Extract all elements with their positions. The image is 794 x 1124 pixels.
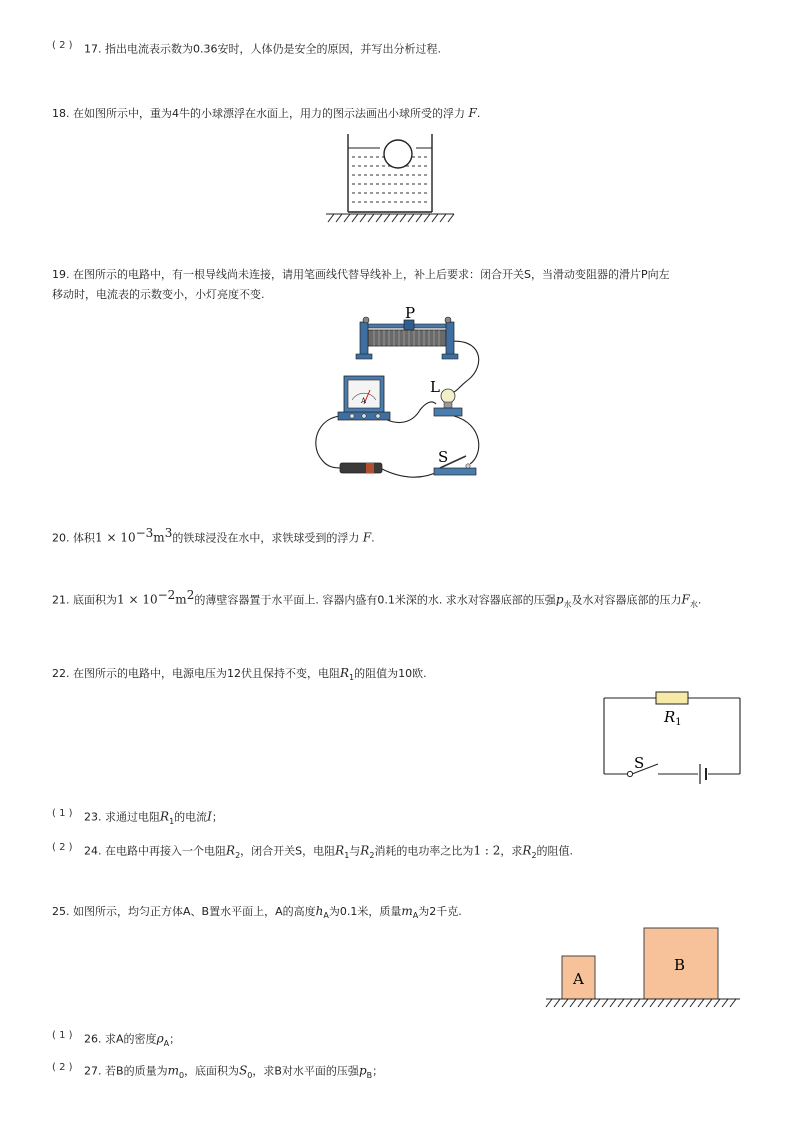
lamp-label: L bbox=[430, 378, 440, 396]
q18-number: 18. bbox=[52, 107, 70, 120]
q18-text-a: 在如图所示中，重为4牛的小球漂浮在水面上，用力的图示法画出小球所受的浮力 bbox=[73, 107, 469, 120]
q17-marker: ( 2 ) bbox=[52, 40, 73, 51]
q17-text: 指出电流表示数为0.36安时，人体仍是安全的原因，并写出分析过程. bbox=[105, 42, 442, 56]
q21-var-p: p bbox=[555, 592, 564, 607]
q19-line2 bbox=[52, 284, 742, 306]
q27-text-b: ，底面积为 bbox=[184, 1064, 240, 1078]
q21-mantissa: 1 × 10 bbox=[117, 592, 158, 607]
q27-sub-0b: 0 bbox=[247, 1070, 253, 1080]
q24-text-b: ，闭合开关S，电阻 bbox=[240, 844, 336, 858]
q24-number: 24. bbox=[84, 844, 102, 858]
q26-var-rho: ρ bbox=[156, 1031, 164, 1046]
q20-unit-exponent: 3 bbox=[164, 526, 173, 540]
wire-lamp-to-switch bbox=[454, 416, 479, 464]
q27-var-m0: m bbox=[167, 1063, 179, 1078]
q24-text-f: 的阻值. bbox=[536, 844, 574, 858]
q24-var-r2: R bbox=[226, 843, 236, 858]
q27-text-a: 若B的质量为 bbox=[105, 1064, 168, 1078]
q25-text-c: 为2千克. bbox=[418, 905, 462, 918]
q27-text-d: ； bbox=[372, 1064, 384, 1078]
q25-ground bbox=[546, 999, 740, 1007]
r1-label bbox=[663, 708, 682, 728]
q22-sub-1: 1 bbox=[349, 673, 355, 683]
q20-var-f: F bbox=[362, 530, 372, 545]
q19-text-line2: 移动时，电流表的示数变小，小灯亮度不变. bbox=[52, 288, 265, 301]
q22-switch-label: S bbox=[634, 754, 645, 772]
q22-var-r: R bbox=[340, 666, 350, 680]
q20-text-a: 体积 bbox=[73, 531, 95, 545]
q27-var-s0: S bbox=[239, 1063, 248, 1078]
switch-label: S bbox=[438, 448, 449, 466]
q20-text-b: 的铁球浸没在水中，求铁球受到的浮力 bbox=[172, 531, 363, 545]
q18-line bbox=[52, 102, 742, 125]
q20-unit: m bbox=[153, 530, 165, 545]
q20-exponent: −3 bbox=[135, 526, 154, 540]
q23-sub-1: 1 bbox=[169, 816, 175, 826]
q23-text-a: 求通过电阻 bbox=[105, 810, 161, 824]
q18-figure-floating-ball bbox=[320, 126, 470, 226]
q24-text-c: 与 bbox=[349, 844, 361, 858]
q24-text-d: 消耗的电功率之比为 bbox=[374, 844, 474, 858]
q24-marker: ( 2 ) bbox=[52, 842, 73, 853]
q26-number: 26. bbox=[84, 1032, 102, 1046]
sliding-rheostat bbox=[356, 317, 458, 359]
q21-number: 21. bbox=[52, 593, 70, 607]
q18-ground bbox=[326, 214, 454, 222]
q24-sub-1: 1 bbox=[344, 850, 350, 860]
q27-line bbox=[52, 1058, 383, 1086]
q25-var-m: m bbox=[401, 904, 413, 918]
cube-a-label: A bbox=[573, 970, 584, 988]
q25-figure-cubes bbox=[540, 924, 746, 1014]
q26-sub-a: A bbox=[163, 1038, 170, 1048]
q21-sub-water: 水 bbox=[563, 599, 572, 609]
q21-text-d: . bbox=[697, 593, 702, 607]
wire-battery-to-switch bbox=[380, 468, 442, 477]
q27-marker: ( 2 ) bbox=[52, 1062, 73, 1073]
floating-ball bbox=[384, 140, 412, 168]
q23-var-i: I bbox=[207, 809, 212, 824]
cube-b-label: B bbox=[674, 956, 686, 974]
q17-number: 17. bbox=[84, 42, 102, 56]
q24-text-a: 在电路中再接入一个电阻 bbox=[105, 844, 227, 858]
q21-unit-exponent: 2 bbox=[186, 588, 195, 602]
q22-figure-circuit bbox=[596, 684, 748, 790]
q21-text-a: 底面积为 bbox=[73, 593, 117, 607]
q19-number: 19. bbox=[52, 268, 70, 281]
q21-unit: m bbox=[175, 592, 187, 607]
q18-text-b: . bbox=[476, 107, 481, 120]
q20-number: 20. bbox=[52, 531, 70, 545]
switch-contact bbox=[627, 771, 632, 776]
q20-line bbox=[52, 522, 742, 550]
resistor-r1 bbox=[656, 692, 688, 704]
q21-sub-water-2: 水 bbox=[689, 599, 698, 609]
q25-sub-a: A bbox=[323, 911, 329, 921]
q23-number: 23. bbox=[84, 810, 102, 824]
q24-ratio: 1 : 2 bbox=[473, 843, 501, 858]
q21-text-block bbox=[52, 584, 742, 616]
q24-line bbox=[52, 838, 573, 866]
q21-exponent: −2 bbox=[157, 588, 176, 602]
q23-line bbox=[52, 804, 223, 832]
r1-label-sub: 1 bbox=[675, 717, 682, 728]
q25-text-a: 如图所示，均匀正方体A、B置水平面上，A的高度 bbox=[73, 905, 316, 918]
q24-sub-2c: 2 bbox=[531, 850, 537, 860]
q25-text-b: 为0.1米，质量 bbox=[328, 905, 402, 918]
q22-text-b: 的阻值为10欧. bbox=[354, 667, 427, 680]
q19-text-line1: 在图所示的电路中，有一根导线尚未连接，请用笔画线代替导线补上，补上后要求：闭合开关S，当滑动变阻器的滑片P向左 bbox=[73, 268, 670, 281]
q27-number: 27. bbox=[84, 1064, 102, 1078]
q26-line bbox=[52, 1026, 180, 1054]
rheostat-slider-label: P bbox=[405, 304, 416, 322]
q21-var-f: F bbox=[681, 592, 690, 607]
q24-var-r2c: R bbox=[522, 843, 532, 858]
r1-label-var: R bbox=[664, 708, 676, 726]
q26-marker: ( 1 ) bbox=[52, 1030, 73, 1041]
q20-text-c: . bbox=[371, 531, 375, 545]
q22-text-a: 在图所示的电路中，电源电压为12伏且保持不变，电阻 bbox=[73, 667, 340, 680]
q27-text-c: ，求B对水平面的压强 bbox=[252, 1064, 359, 1078]
q25-sub-a-2: A bbox=[412, 911, 419, 921]
q27-var-p: p bbox=[358, 1063, 367, 1078]
q27-sub-0: 0 bbox=[178, 1070, 185, 1080]
q24-var-r1b: R bbox=[335, 843, 345, 858]
q23-marker: ( 1 ) bbox=[52, 808, 73, 819]
q20-mantissa: 1 × 10 bbox=[95, 530, 136, 545]
q25-number: 25. bbox=[52, 905, 70, 918]
q24-sub-2b: 2 bbox=[369, 850, 375, 860]
q25-var-h: h bbox=[315, 904, 324, 918]
q24-sub-2: 2 bbox=[235, 850, 241, 860]
q19-line1 bbox=[52, 264, 742, 286]
q27-sub-b: B bbox=[366, 1070, 373, 1080]
q21-text-c: 及水对容器底部的压力 bbox=[571, 593, 682, 607]
q21-text-b: 的薄壁容器置于水平面上. 容器内盛有0.1米深的水. 求水对容器底部的压强 bbox=[194, 593, 556, 607]
q19-figure-circuit bbox=[308, 304, 498, 484]
wire-meter-to-battery bbox=[316, 416, 350, 468]
q17-line bbox=[52, 36, 441, 60]
q26-text-a: 求A的密度 bbox=[105, 1032, 157, 1046]
q23-text-c: ； bbox=[211, 810, 223, 824]
q24-var-r2b: R bbox=[360, 843, 370, 858]
battery bbox=[340, 463, 382, 473]
q23-text-b: 的电流 bbox=[174, 810, 208, 824]
q23-var-r: R bbox=[160, 809, 170, 824]
ammeter-label: A bbox=[361, 397, 367, 405]
q24-text-e: ，求 bbox=[500, 844, 523, 858]
q18-var-f: F bbox=[468, 106, 477, 120]
q22-number: 22. bbox=[52, 667, 70, 680]
q26-text-b: ； bbox=[169, 1032, 181, 1046]
